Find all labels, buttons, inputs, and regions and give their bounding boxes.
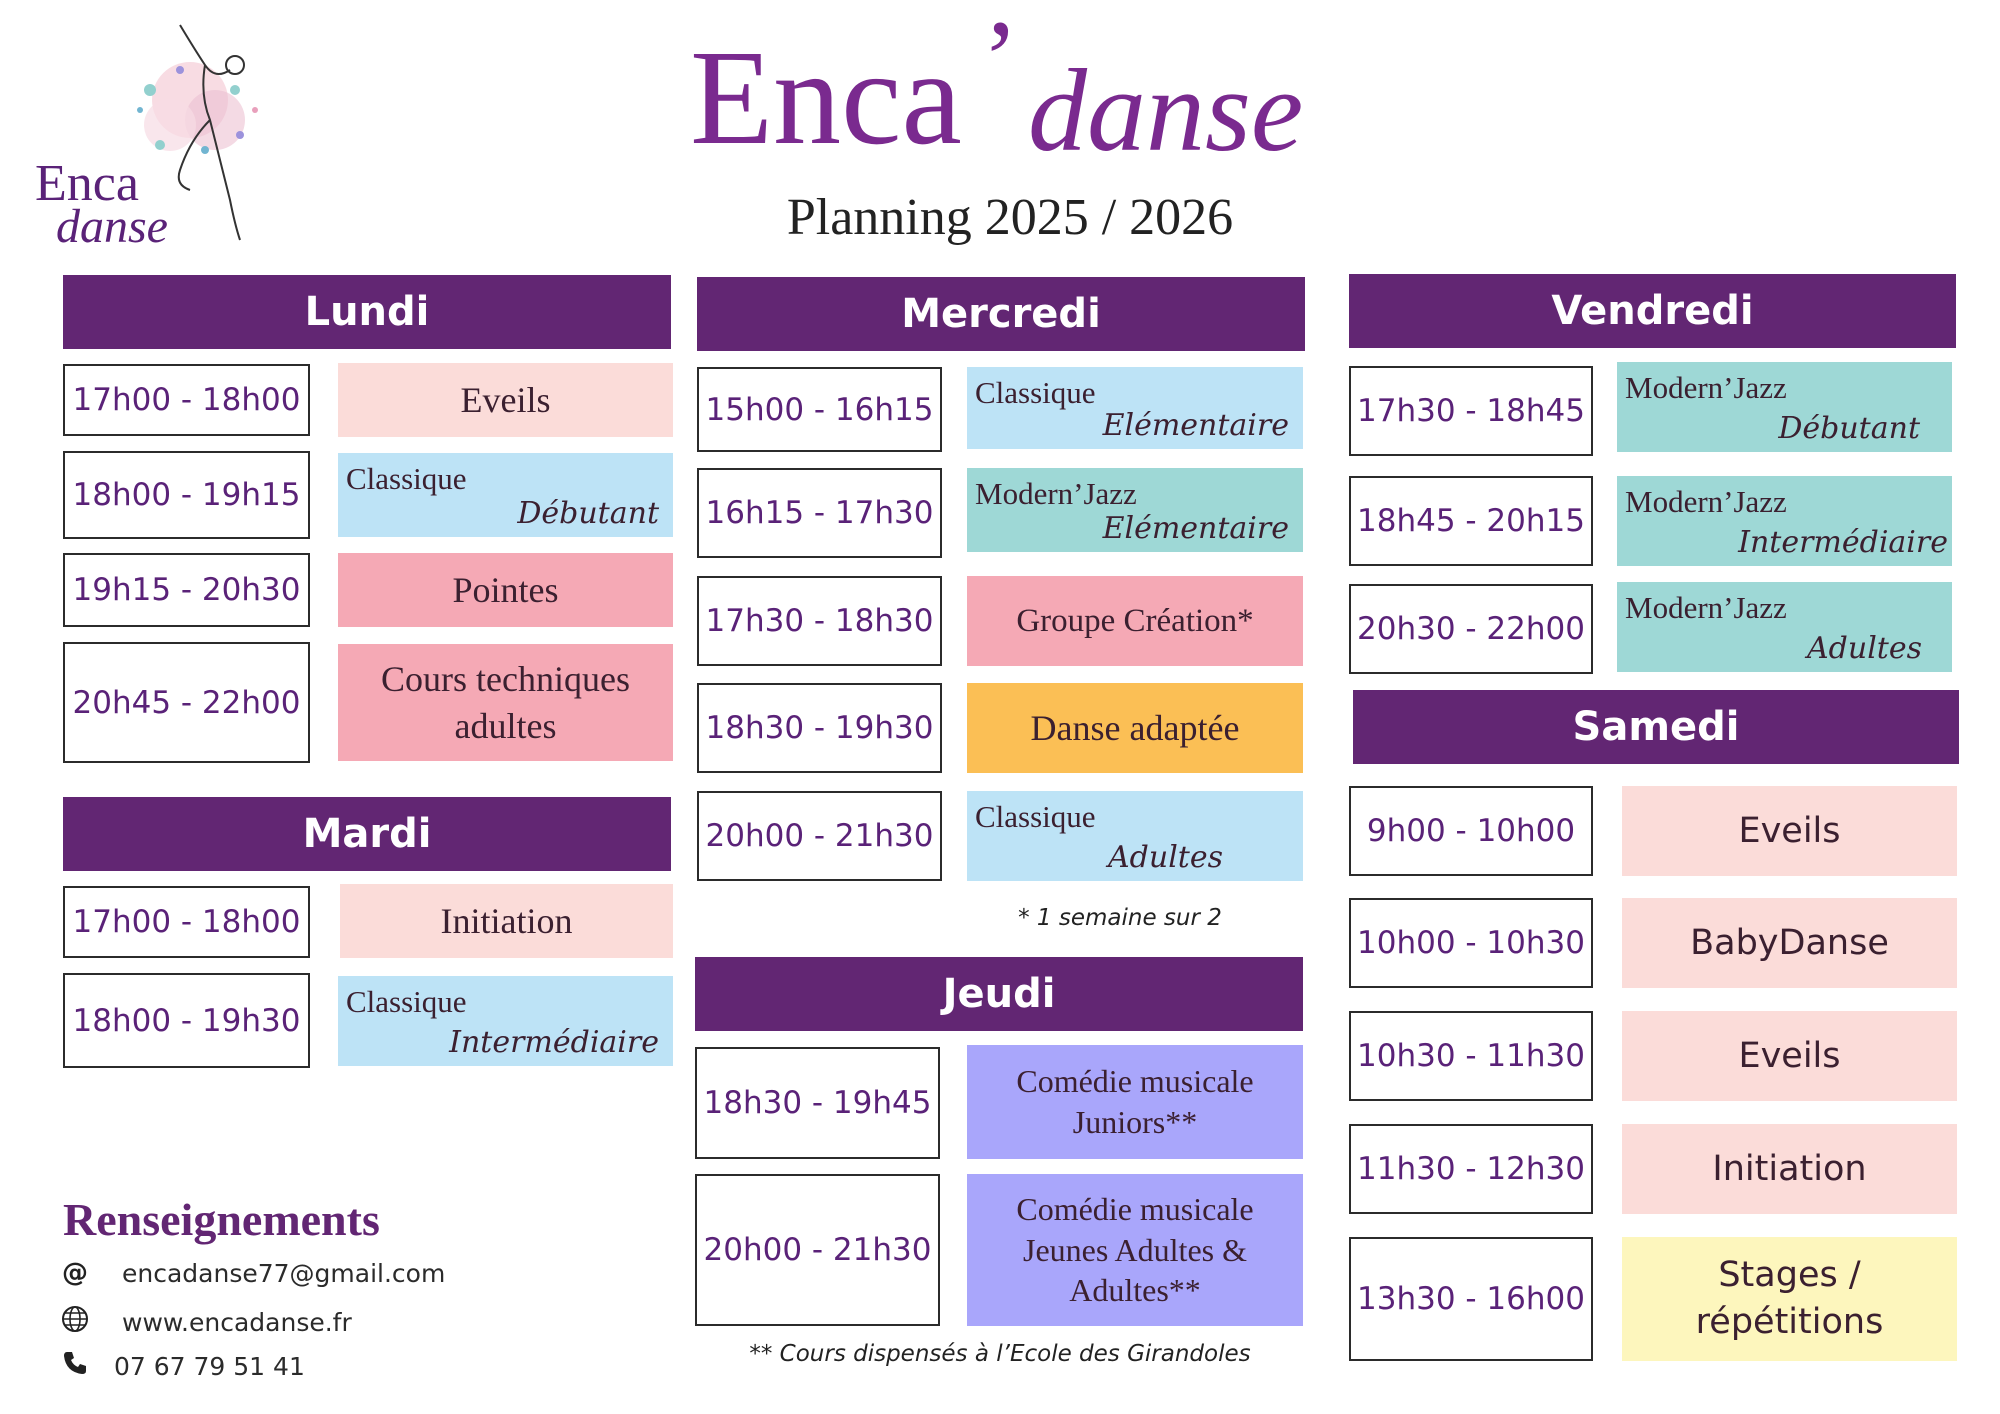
course-name: Danse adaptée bbox=[1030, 707, 1240, 748]
page-subtitle: Planning 2025 / 2026 bbox=[786, 189, 1234, 246]
contact-email-row bbox=[58, 1258, 445, 1288]
title-danse: danse bbox=[1028, 45, 1304, 176]
footnote-mercredi: * 1 semaine sur 2 bbox=[1018, 905, 1222, 931]
logo-word-danse: danse bbox=[56, 200, 168, 253]
course-block bbox=[1617, 362, 1952, 452]
time-slot: 18h00 - 19h30 bbox=[63, 973, 310, 1068]
time-slot: 10h30 - 11h30 bbox=[1349, 1011, 1593, 1101]
footnote-jeudi: ** Cours dispensés à l’Ecole des Girandoles bbox=[749, 1341, 1251, 1367]
course-block bbox=[1617, 582, 1952, 672]
course-block bbox=[340, 884, 673, 958]
day-header-mercredi: Mercredi bbox=[697, 277, 1305, 351]
title-enca: Enca bbox=[690, 23, 962, 173]
logo bbox=[30, 10, 300, 253]
course-name: Groupe Création* bbox=[1016, 602, 1254, 639]
contact-website[interactable]: www.encadanse.fr bbox=[122, 1308, 352, 1337]
course-name: Modern’Jazz bbox=[1625, 590, 1787, 625]
time-slot: 20h00 - 21h30 bbox=[695, 1174, 940, 1326]
time-slot: 17h00 - 18h00 bbox=[63, 886, 310, 958]
at-icon: @ bbox=[62, 1258, 88, 1288]
course-name: Classique bbox=[975, 799, 1096, 834]
course-level: Débutant bbox=[517, 495, 659, 531]
time-slot: 17h00 - 18h00 bbox=[63, 364, 310, 436]
page-title bbox=[690, 0, 1390, 180]
time-slot: 11h30 - 12h30 bbox=[1349, 1124, 1593, 1214]
course-block bbox=[967, 683, 1303, 773]
course-name-line: Stages / bbox=[1718, 1254, 1861, 1295]
time-slot: 17h30 - 18h30 bbox=[697, 576, 942, 666]
course-name-line: Juniors** bbox=[1072, 1104, 1198, 1140]
time-slot: 18h45 - 20h15 bbox=[1349, 476, 1593, 566]
course-name-line: Jeunes Adultes & bbox=[1023, 1231, 1247, 1268]
course-level: Intermédiaire bbox=[449, 1024, 659, 1060]
course-name: Eveils bbox=[460, 379, 551, 420]
course-name: BabyDanse bbox=[1690, 922, 1889, 963]
time-slot: 20h45 - 22h00 bbox=[63, 642, 310, 763]
phone-icon bbox=[58, 1350, 92, 1383]
course-level: Débutant bbox=[1778, 410, 1920, 446]
contact-title: Renseignements bbox=[63, 1194, 380, 1245]
time-slot: 20h30 - 22h00 bbox=[1349, 584, 1593, 674]
time-slot: 9h00 - 10h00 bbox=[1349, 786, 1593, 876]
course-block bbox=[1622, 786, 1957, 876]
course-name: Modern’Jazz bbox=[1625, 370, 1787, 405]
time-slot: 20h00 - 21h30 bbox=[697, 791, 942, 881]
course-level: Adultes bbox=[1108, 839, 1223, 875]
course-block bbox=[338, 644, 673, 761]
course-name-line: répétitions bbox=[1695, 1302, 1884, 1342]
contact-email[interactable]: encadanse77@gmail.com bbox=[122, 1258, 446, 1288]
course-level: Intermédiaire bbox=[1738, 524, 1948, 560]
course-block bbox=[1622, 898, 1957, 988]
course-name-line: Comédie musicale bbox=[1016, 1190, 1254, 1227]
course-block bbox=[1617, 476, 1952, 566]
day-header-vendredi: Vendredi bbox=[1349, 274, 1956, 348]
contact-phone[interactable]: 07 67 79 51 41 bbox=[114, 1352, 305, 1381]
course-name: Classique bbox=[975, 375, 1096, 410]
course-name: Cours techniques adultes bbox=[381, 659, 630, 746]
course-name: Initiation bbox=[440, 900, 573, 941]
course-block bbox=[967, 468, 1303, 552]
time-slot: 15h00 - 16h15 bbox=[697, 367, 942, 452]
course-name: Classique bbox=[346, 984, 467, 1019]
title-apostrophe: ’ bbox=[982, 0, 1019, 120]
course-block bbox=[967, 576, 1303, 666]
course-block bbox=[338, 453, 673, 537]
day-header-samedi: Samedi bbox=[1353, 690, 1959, 764]
course-name: Eveils bbox=[1738, 1035, 1841, 1076]
course-block bbox=[1622, 1237, 1957, 1361]
logo-word-enca: Enca bbox=[35, 155, 139, 212]
day-header-jeudi: Jeudi bbox=[695, 957, 1303, 1031]
course-block bbox=[967, 791, 1303, 881]
time-slot: 19h15 - 20h30 bbox=[63, 553, 310, 627]
time-slot: 18h30 - 19h45 bbox=[695, 1047, 940, 1159]
course-name: Eveils bbox=[1738, 810, 1841, 851]
course-level: Adultes bbox=[1807, 630, 1922, 666]
time-slot: 16h15 - 17h30 bbox=[697, 468, 942, 558]
course-block bbox=[967, 1045, 1303, 1159]
course-name: Modern’Jazz bbox=[1625, 484, 1787, 519]
course-block bbox=[338, 363, 673, 437]
course-block bbox=[338, 553, 673, 627]
day-header-mardi: Mardi bbox=[63, 797, 671, 871]
globe-icon bbox=[58, 1304, 92, 1341]
course-block bbox=[338, 976, 673, 1066]
course-block bbox=[1622, 1124, 1957, 1214]
course-name: Pointes bbox=[452, 569, 559, 610]
course-level: Elémentaire bbox=[1102, 407, 1289, 443]
time-slot: 17h30 - 18h45 bbox=[1349, 366, 1593, 456]
day-header-lundi: Lundi bbox=[63, 275, 671, 349]
course-name-line: Comédie musicale bbox=[1016, 1063, 1254, 1100]
time-slot: 13h30 - 16h00 bbox=[1349, 1237, 1593, 1361]
contact-website-row bbox=[58, 1304, 352, 1341]
time-slot: 18h00 - 19h15 bbox=[63, 451, 310, 539]
time-slot: 18h30 - 19h30 bbox=[697, 683, 942, 773]
course-level: Elémentaire bbox=[1102, 510, 1289, 546]
course-name-line: Adultes** bbox=[1069, 1272, 1201, 1309]
course-block bbox=[1622, 1011, 1957, 1101]
course-name: Classique bbox=[346, 461, 467, 496]
time-slot: 10h00 - 10h30 bbox=[1349, 898, 1593, 988]
course-block bbox=[967, 1174, 1303, 1326]
course-name: Modern’Jazz bbox=[975, 476, 1137, 511]
course-block bbox=[967, 367, 1303, 449]
contact-phone-row bbox=[58, 1350, 305, 1383]
course-name: Initiation bbox=[1712, 1148, 1867, 1189]
